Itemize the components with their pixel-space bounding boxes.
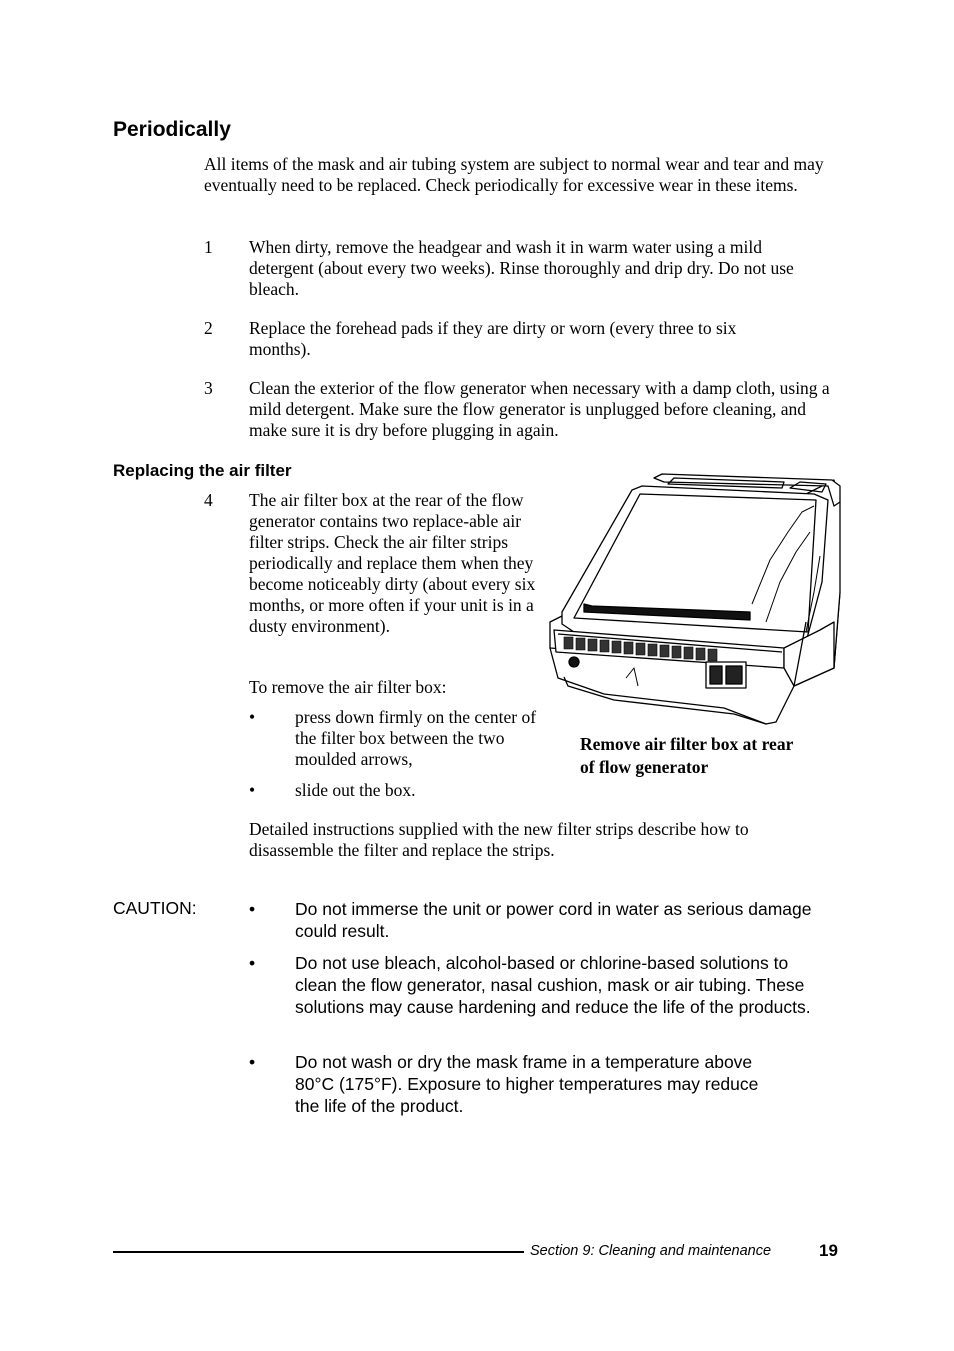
intro-paragraph: All items of the mask and air tubing system are subject to normal wear and tear and may eventually need to be replaced. Check periodically for excessive wear in these items. bbox=[204, 154, 824, 195]
caution-item: Do not immerse the unit or power cord in water as serious damage could result. bbox=[295, 899, 812, 941]
step-number: 3 bbox=[204, 378, 213, 398]
step-text: When dirty, remove the headgear and wash it in warm water using a mild detergent (about every two weeks). Rinse thoroughly and drip dry. Do not use bleach. bbox=[249, 237, 794, 299]
step-text: Replace the forehead pads if they are dirty or worn (every three to six months). bbox=[249, 318, 737, 359]
bullet-symbol: • bbox=[249, 707, 256, 727]
step-number: 4 bbox=[204, 490, 213, 510]
bullet-symbol: • bbox=[249, 780, 256, 800]
footer-section-title: Section 9: Cleaning and maintenance bbox=[530, 1243, 772, 1259]
section-subheading: Replacing the air filter bbox=[113, 461, 292, 480]
step-text: The air filter box at the rear of the flow generator contains two replace-able air filter strips. Check the air filter strips periodically and replace them when they become noticeably dirty (about every six months, or more often if your unit is in a dusty environment). bbox=[249, 490, 536, 636]
caution-item: Do not use bleach, alcohol-based or chlorine-based solutions to clean the flow generator, nasal cushion, mask or air tubing. These solutions may cause hardening and reduce the life of the products. bbox=[295, 953, 811, 1017]
detailed-instructions: Detailed instructions supplied with the new filter strips describe how to disassemble the filter and replace the strips. bbox=[249, 819, 749, 860]
remove-bullet-text: press down firmly on the center of the filter box between the two moulded arrows, bbox=[295, 707, 537, 769]
step-text: Clean the exterior of the flow generator when necessary with a damp cloth, using a mild detergent. Make sure the flow generator is unplugged before cleaning, and make sure it is dry before plugging in again. bbox=[249, 378, 830, 440]
remove-intro: To remove the air filter box: bbox=[249, 677, 447, 697]
page-number: 19 bbox=[819, 1241, 838, 1260]
bullet-symbol: • bbox=[249, 899, 256, 919]
step-number: 2 bbox=[204, 318, 213, 338]
step-number: 1 bbox=[204, 237, 213, 257]
remove-bullet-text: slide out the box. bbox=[295, 780, 416, 800]
figure-caption: Remove air filter box at rear of flow generator bbox=[580, 734, 794, 777]
caution-label: CAUTION: bbox=[113, 898, 197, 918]
flow-generator-illustration bbox=[544, 472, 844, 728]
bullet-symbol: • bbox=[249, 1052, 256, 1072]
page-heading: Periodically bbox=[113, 118, 231, 141]
caution-item: Do not wash or dry the mask frame in a temperature above 80°C (175°F). Exposure to higher temperatures may reduce the life of the product. bbox=[295, 1052, 759, 1116]
footer-rule bbox=[113, 1251, 524, 1253]
bullet-symbol: • bbox=[249, 953, 256, 973]
